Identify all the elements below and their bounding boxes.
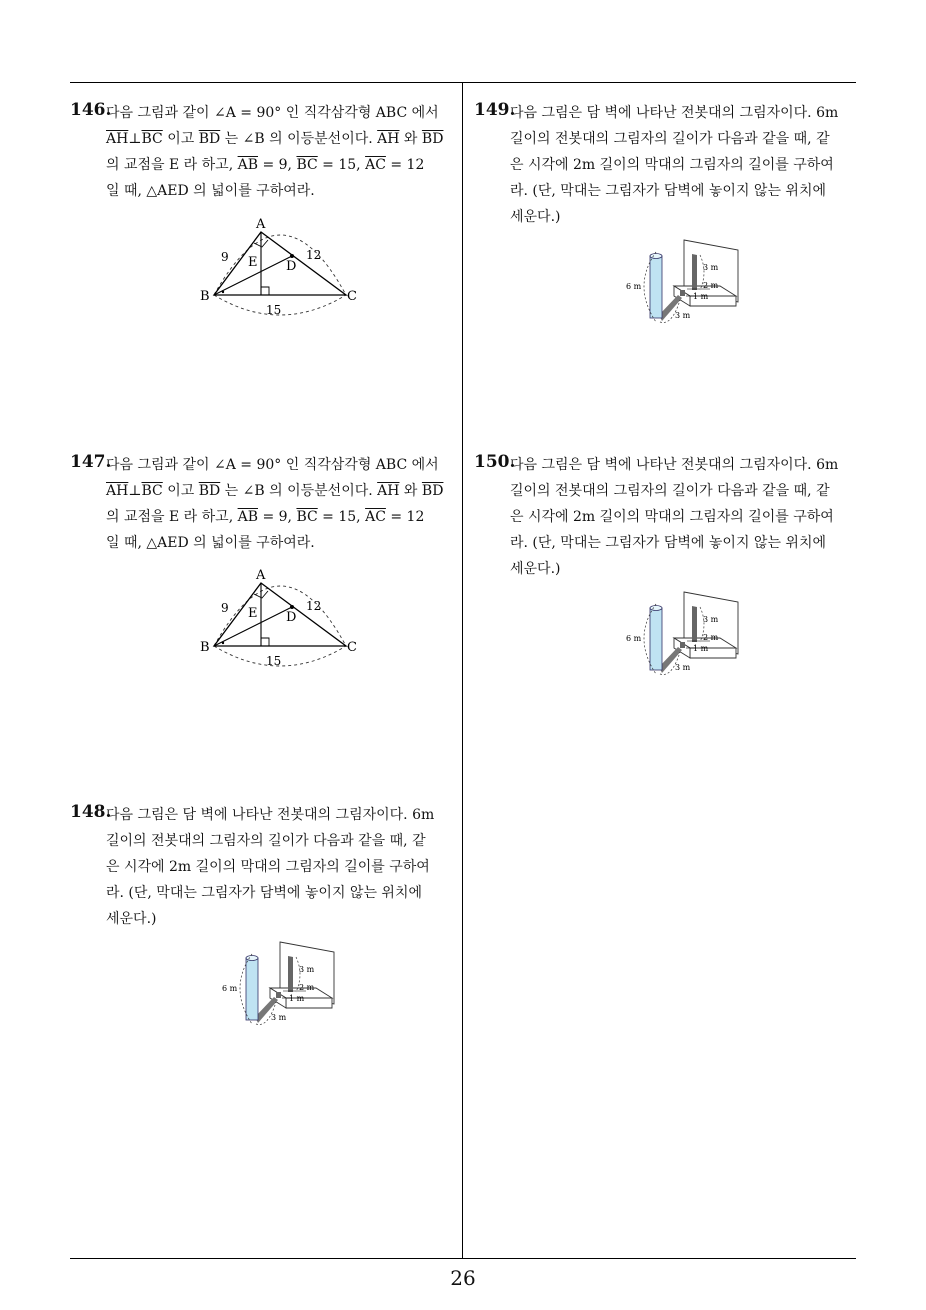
text-line (510, 204, 859, 230)
text-run: = 15, (317, 509, 366, 525)
label-d: D (286, 610, 297, 625)
pole-shadow-figure-150 (624, 590, 754, 680)
text-run: 길이의 전봇대의 그림자의 길이가 다음과 같을 때, 같 (510, 131, 830, 147)
shadow-on-wall (692, 606, 697, 642)
circumcircle-arc (214, 235, 346, 295)
text-line (106, 452, 455, 478)
text-line (106, 478, 455, 504)
overlined-segment: $\overline{BD}$ (198, 483, 221, 499)
text-run: 다음 그림은 담 벽에 나타난 전봇대의 그림자이다. 6m (510, 105, 839, 121)
overlined-segment: $\overline{AB}$ (237, 509, 258, 525)
overlined-segment: $\overline{BC}$ (141, 483, 163, 499)
overlined-segment: $\overline{AH}$ (377, 131, 400, 147)
text-run: ⊥ (128, 131, 142, 147)
label-e: E (248, 606, 258, 621)
label-d: D (286, 259, 297, 274)
label-c: C (347, 289, 357, 304)
text-line (510, 504, 859, 530)
pole-top (246, 956, 258, 961)
text-run: 은 시각에 2m 길이의 막대의 그림자의 길이를 구하여 (106, 859, 430, 875)
problem-text (106, 802, 455, 932)
text-run: 세운다.) (510, 561, 561, 577)
pole-shadow-figure-149 (624, 238, 754, 328)
pole-top (650, 254, 662, 259)
label-ground-shadow: 3 m (675, 663, 691, 672)
text-run: 다음 그림은 담 벽에 나타난 전봇대의 그림자이다. 6m (510, 457, 839, 473)
text-run: 세운다.) (510, 209, 561, 225)
text-run: 길이의 전봇대의 그림자의 길이가 다음과 같을 때, 같 (510, 483, 830, 499)
problem-150 (474, 452, 859, 582)
shadow-on-wall (288, 956, 293, 992)
text-line (106, 152, 455, 178)
label-wall-shadow: 3 m (703, 615, 719, 624)
text-run: 라. (단, 막대는 그림자가 담벽에 놓이지 않는 위치에 (106, 885, 422, 901)
label-ac: 12 (306, 248, 322, 262)
point-d (290, 254, 294, 258)
label-step-width: 2 m (703, 281, 719, 290)
top-rule (70, 82, 856, 83)
text-line (106, 802, 455, 828)
label-c: C (347, 640, 357, 655)
label-ab: 9 (221, 250, 229, 264)
problem-text (510, 100, 859, 230)
label-pole-height: 6 m (626, 282, 642, 291)
text-run: 이고 (162, 131, 199, 147)
problem-text (106, 452, 455, 556)
overlined-segment: $\overline{BD}$ (421, 131, 444, 147)
text-run: = 9, (258, 157, 297, 173)
text-run: 길이의 전봇대의 그림자의 길이가 다음과 같을 때, 같 (106, 833, 426, 849)
text-run: 와 (399, 483, 422, 499)
label-bc: 15 (266, 303, 282, 317)
problem-148 (70, 802, 455, 932)
text-line (510, 452, 859, 478)
text-line (106, 178, 455, 204)
text-line (510, 530, 859, 556)
label-bc: 15 (266, 654, 282, 668)
label-a: A (256, 217, 266, 232)
label-ground-shadow: 3 m (675, 311, 691, 320)
problem-146 (70, 100, 455, 204)
text-run: 는 ∠B 의 이등분선이다. (220, 131, 378, 147)
pole-body (650, 608, 662, 670)
label-e: E (248, 255, 258, 270)
angle-b-mark (222, 291, 224, 293)
problem-text (510, 452, 859, 582)
text-line (510, 556, 859, 582)
text-line (106, 828, 455, 854)
label-wall-shadow: 3 m (703, 263, 719, 272)
text-run: 라. (단, 막대는 그림자가 담벽에 놓이지 않는 위치에 (510, 535, 826, 551)
text-run: 의 교점을 E 라 하고, (106, 509, 238, 525)
text-line (106, 126, 455, 152)
text-run: 일 때, △AED 의 넓이를 구하여라. (106, 535, 315, 551)
text-run: 세운다.) (106, 911, 157, 927)
overlined-segment: $\overline{AC}$ (365, 509, 386, 525)
text-run: 일 때, △AED 의 넓이를 구하여라. (106, 183, 315, 199)
text-run: = 9, (258, 509, 297, 525)
label-pole-height: 6 m (222, 984, 238, 993)
overlined-segment: $\overline{BD}$ (198, 131, 221, 147)
problem-147 (70, 452, 455, 556)
problem-number: 146. (70, 100, 112, 120)
label-pole-height: 6 m (626, 634, 642, 643)
shadow-on-step (276, 992, 281, 998)
text-line (510, 100, 859, 126)
triangle-figure-146 (196, 215, 366, 320)
text-run: = 15, (317, 157, 366, 173)
label-a: A (256, 568, 266, 583)
shadow-on-step (680, 290, 685, 296)
text-line (106, 100, 455, 126)
text-run: 은 시각에 2m 길이의 막대의 그림자의 길이를 구하여 (510, 509, 834, 525)
problem-149 (474, 100, 859, 230)
label-b: B (200, 289, 210, 304)
text-line (106, 854, 455, 880)
label-ac: 12 (306, 599, 322, 613)
text-run: 다음 그림과 같이 ∠A = 90° 인 직각삼각형 ABC 에서 (106, 457, 439, 473)
problem-text (106, 100, 455, 204)
label-gap: 1 m (693, 292, 709, 301)
label-wall-shadow: 3 m (299, 965, 315, 974)
text-line (510, 178, 859, 204)
problem-number: 147. (70, 452, 112, 472)
problem-number: 149. (474, 100, 516, 120)
label-b: B (200, 640, 210, 655)
overlined-segment: $\overline{AH}$ (106, 131, 129, 147)
right-angle-mark (261, 638, 269, 646)
point-d (290, 605, 294, 609)
overlined-segment: $\overline{BC}$ (141, 131, 163, 147)
right-angle-mark (261, 287, 269, 295)
angle-b-mark (222, 642, 224, 644)
text-line (106, 906, 455, 932)
overlined-segment: $\overline{AH}$ (106, 483, 129, 499)
text-line (106, 530, 455, 556)
bottom-rule (70, 1258, 856, 1259)
text-run: 이고 (162, 483, 199, 499)
label-ground-shadow: 3 m (271, 1013, 287, 1022)
text-run: = 12 (385, 157, 425, 173)
text-line (106, 880, 455, 906)
shadow-on-wall (692, 254, 697, 290)
pole-shadow-figure-148 (220, 940, 350, 1030)
overlined-segment: $\overline{AH}$ (377, 483, 400, 499)
text-run: 다음 그림은 담 벽에 나타난 전봇대의 그림자이다. 6m (106, 807, 435, 823)
overlined-segment: $\overline{AC}$ (365, 157, 386, 173)
label-gap: 1 m (289, 994, 305, 1003)
overlined-segment: $\overline{BC}$ (296, 157, 318, 173)
text-run: 의 교점을 E 라 하고, (106, 157, 238, 173)
text-line (510, 152, 859, 178)
page-number: 26 (450, 1266, 476, 1290)
text-run: 은 시각에 2m 길이의 막대의 그림자의 길이를 구하여 (510, 157, 834, 173)
circumcircle-arc (214, 586, 346, 646)
text-run: 와 (399, 131, 422, 147)
label-step-width: 2 m (703, 633, 719, 642)
pole-top (650, 606, 662, 611)
text-run: 는 ∠B 의 이등분선이다. (220, 483, 378, 499)
text-run: 다음 그림과 같이 ∠A = 90° 인 직각삼각형 ABC 에서 (106, 105, 439, 121)
overlined-segment: $\overline{BC}$ (296, 509, 318, 525)
pole-body (650, 256, 662, 318)
text-line (106, 504, 455, 530)
text-run: = 12 (385, 509, 425, 525)
problem-number: 148. (70, 802, 112, 822)
pole-body (246, 958, 258, 1020)
text-line (510, 126, 859, 152)
column-divider (462, 82, 463, 1258)
label-step-width: 2 m (299, 983, 315, 992)
problem-number: 150. (474, 452, 516, 472)
triangle-figure-147 (196, 566, 366, 671)
text-run: 라. (단, 막대는 그림자가 담벽에 놓이지 않는 위치에 (510, 183, 826, 199)
text-line (510, 478, 859, 504)
label-ab: 9 (221, 601, 229, 615)
label-gap: 1 m (693, 644, 709, 653)
overlined-segment: $\overline{AB}$ (237, 157, 258, 173)
text-run: ⊥ (128, 483, 142, 499)
overlined-segment: $\overline{BD}$ (421, 483, 444, 499)
shadow-on-step (680, 642, 685, 648)
